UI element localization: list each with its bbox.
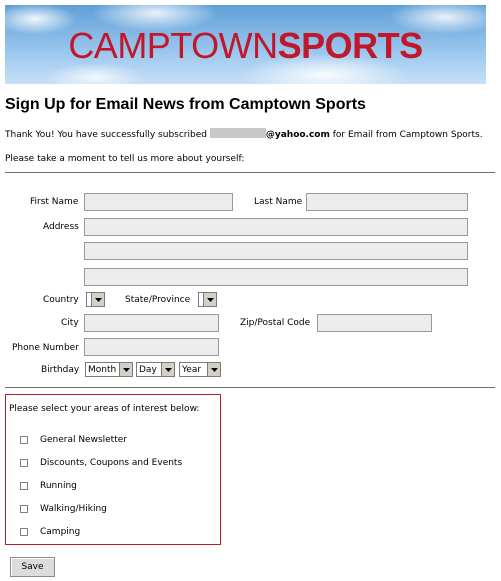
birthday-day-value: Day <box>139 364 157 375</box>
first-name-input[interactable] <box>84 193 233 211</box>
phone-label: Phone Number <box>12 343 79 353</box>
chevron-down-icon <box>161 363 174 376</box>
intro-text: Please take a moment to tell us more about yourself: <box>5 154 245 164</box>
checkbox[interactable] <box>20 505 28 513</box>
birthday-year-value: Year <box>182 364 202 375</box>
zip-input[interactable] <box>317 314 432 332</box>
divider-bottom <box>5 387 495 388</box>
subscription-confirmation <box>5 128 483 140</box>
interests-panel <box>5 394 221 545</box>
address-label: Address <box>43 222 79 232</box>
chevron-down-icon <box>119 363 132 376</box>
birthday-month-select[interactable] <box>85 362 133 377</box>
chevron-down-icon <box>91 293 104 306</box>
brand-name-part1: CAMPTOWN <box>68 25 278 66</box>
thanks-suffix: for Email from Camptown Sports. <box>332 130 483 140</box>
chevron-down-icon <box>207 363 220 376</box>
address-line2-input[interactable] <box>84 242 468 260</box>
interest-label: Walking/Hiking <box>40 504 107 514</box>
address-line3-input[interactable] <box>84 268 468 286</box>
interest-option-discounts[interactable] <box>20 457 182 469</box>
address-line1-input[interactable] <box>84 218 468 236</box>
redacted-email-user <box>210 128 266 138</box>
page-title: Sign Up for Email News from Camptown Sports <box>5 96 366 113</box>
state-select[interactable] <box>198 292 217 307</box>
interest-label: Running <box>40 481 77 491</box>
last-name-input[interactable] <box>306 193 468 211</box>
checkbox[interactable] <box>20 528 28 536</box>
thanks-prefix: Thank You! You have successfully subscribed <box>5 130 207 140</box>
phone-input[interactable] <box>84 338 219 356</box>
birthday-label: Birthday <box>41 365 80 375</box>
checkbox[interactable] <box>20 482 28 490</box>
first-name-label: First Name <box>30 197 79 207</box>
birthday-year-select[interactable] <box>179 362 221 377</box>
interest-option-running[interactable] <box>20 480 77 492</box>
country-select[interactable] <box>86 292 105 307</box>
birthday-day-select[interactable] <box>136 362 175 377</box>
checkbox[interactable] <box>20 459 28 467</box>
interest-option-general-newsletter[interactable] <box>20 434 127 446</box>
interest-option-walking-hiking[interactable] <box>20 503 107 515</box>
camptown-sports-banner <box>5 5 486 84</box>
zip-label: Zip/Postal Code <box>240 318 311 328</box>
city-input[interactable] <box>84 314 219 332</box>
interest-option-camping[interactable] <box>20 526 80 538</box>
brand-name-part2: SPORTS <box>277 25 423 66</box>
birthday-month-value: Month <box>88 364 117 375</box>
chevron-down-icon <box>203 293 216 306</box>
country-label: Country <box>43 295 79 305</box>
checkbox[interactable] <box>20 436 28 444</box>
interests-title: Please select your areas of interest below: <box>9 404 200 414</box>
save-button[interactable]: Save <box>10 557 55 577</box>
divider-top <box>5 172 495 173</box>
brand-logo <box>5 25 486 67</box>
email-domain: @yahoo.com <box>265 130 330 140</box>
interest-label: Discounts, Coupons and Events <box>40 458 183 468</box>
state-label: State/Province <box>125 295 191 305</box>
city-label: City <box>61 318 79 328</box>
interest-label: General Newsletter <box>40 435 127 445</box>
last-name-label: Last Name <box>254 197 303 207</box>
interest-label: Camping <box>40 527 81 537</box>
